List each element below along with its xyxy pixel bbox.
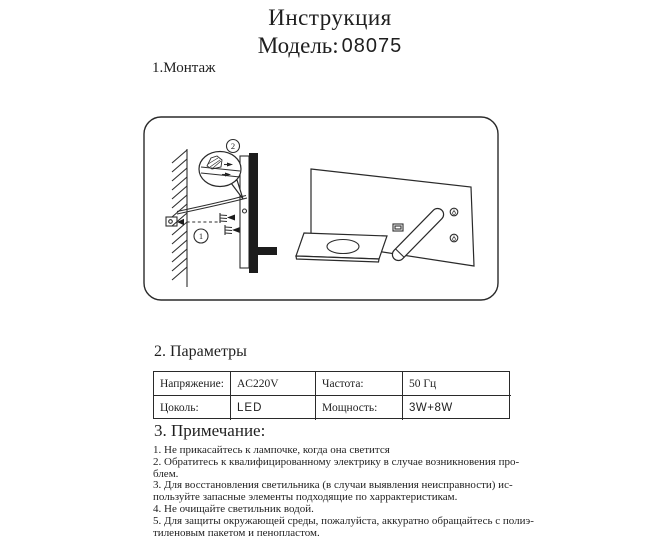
section-montage-heading: 1.Монтаж: [152, 60, 216, 76]
note-line: 1. Не прикасайтесь к лампочке, когда она светится: [153, 444, 390, 456]
screw-arrow-icon: [232, 227, 240, 233]
callout-2: [227, 140, 240, 153]
note-line: пользуйте запасные элементы подходящие по харрактеристикам.: [153, 491, 458, 504]
note-line: 4. Не очищайте светильник водой.: [153, 502, 314, 515]
fixture-side-view: [240, 153, 277, 273]
param-value-socket: LED: [231, 396, 316, 420]
screw-arrow-icon: [227, 215, 235, 221]
param-label-frequency: Частота:: [316, 372, 403, 396]
param-label-socket: Цоколь:: [154, 396, 231, 420]
fixture-arm: [258, 247, 277, 255]
param-value-frequency: 50 Гц: [403, 372, 511, 396]
notes-list: [153, 444, 534, 539]
note-line: 5. Для защиты окружающей среды, пожалуйста, аккуратно обращайтесь с полиэ-: [153, 514, 534, 527]
screw-icon: [225, 225, 232, 235]
keyhole: [243, 209, 247, 213]
param-label-power: Мощность:: [316, 396, 403, 420]
note-line: блем.: [153, 467, 179, 480]
param-value-voltage: AC220V: [231, 372, 316, 396]
page-title: Инструкция: [268, 5, 392, 30]
wall-bracket: [166, 217, 177, 226]
param-value-power: 3W+8W: [409, 402, 453, 414]
model-label: Модель:: [257, 33, 339, 58]
insert-arrow-icon: [177, 219, 184, 225]
svg-text:1: 1: [198, 231, 204, 241]
svg-text:2: 2: [230, 141, 236, 151]
model-number: 08075: [341, 35, 403, 57]
note-line: 2. Обратитесь к квалифицированному электрику в случае возникновения про-: [153, 455, 520, 468]
parameters-table: [153, 371, 510, 419]
note-line: 3. Для восстановления светильника (в случаи выявления неисправности) ис-: [153, 479, 513, 492]
param-label-voltage: Напряжение:: [154, 372, 231, 396]
wall-section: [172, 149, 187, 287]
detail-balloon: [199, 152, 243, 200]
note-line: тиленовым пакетом и пенопластом.: [153, 526, 320, 539]
screw-icon: [220, 213, 227, 223]
callout-1: [194, 229, 208, 243]
section-notes-heading: 3. Примечание:: [154, 421, 266, 440]
section-parameters-heading: 2. Параметры: [154, 343, 247, 360]
phone-shelf: [296, 233, 387, 262]
lamp-front-view: [296, 169, 474, 266]
